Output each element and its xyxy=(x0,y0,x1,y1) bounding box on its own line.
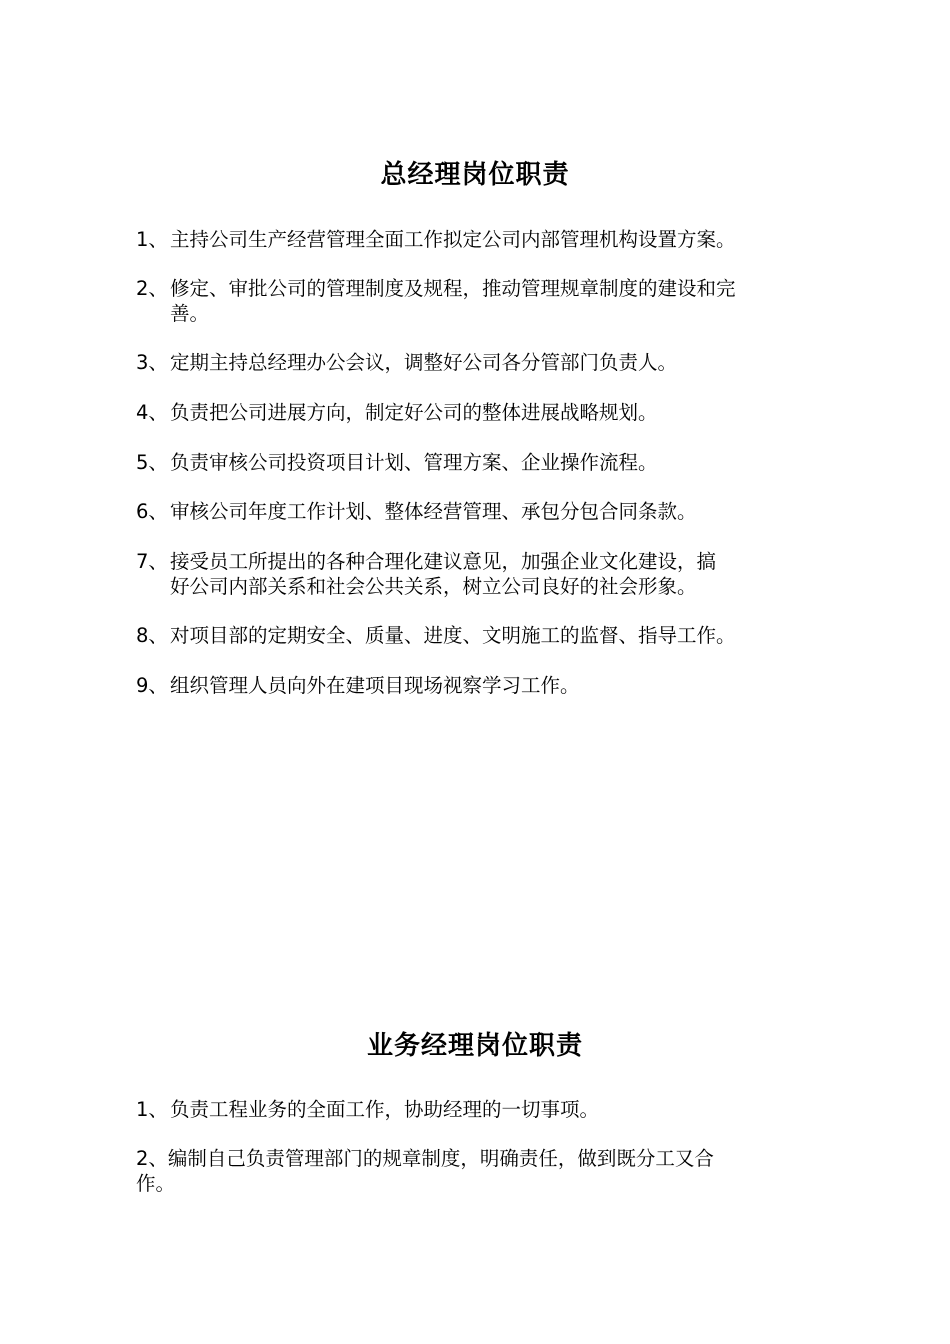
item-number: 1、 xyxy=(136,1098,168,1121)
item-text: 对项目部的定期安全、质量、进度、文明施工的监督、指导工作。 xyxy=(170,624,736,647)
item-number: 6、 xyxy=(136,500,168,523)
item-text: 主持公司生产经营管理全面工作拟定公司内部管理机构设置方案。 xyxy=(170,228,736,251)
section-title-general-manager: 总经理岗位职责 xyxy=(380,160,570,190)
item-text: 接受员工所提出的各种合理化建议意见，加强企业文化建设，搞 好公司内部关系和社会公共关系，树立公司良好的社会形象。 xyxy=(170,550,717,598)
item-number: 3、 xyxy=(136,351,168,374)
item-number: 2、 xyxy=(136,277,168,300)
item-number: 8、 xyxy=(136,624,168,647)
list-item: 2、编制自己负责管理部门的规章制度，明确责任，做到既分工又合 作。 xyxy=(136,1147,714,1195)
item-text: 负责工程业务的全面工作，协助经理的一切事项。 xyxy=(170,1098,600,1121)
list-item xyxy=(136,623,816,648)
item-text: 修定、审批公司的管理制度及规程，推动管理规章制度的建设和完 善。 xyxy=(170,277,736,325)
list-item xyxy=(136,350,816,375)
section-title-business-manager: 业务经理岗位职责 xyxy=(366,1031,583,1061)
list-item xyxy=(136,276,816,326)
list-item xyxy=(136,673,816,698)
item-text: 组织管理人员向外在建项目现场视察学习工作。 xyxy=(170,674,580,697)
list-item xyxy=(136,549,816,599)
list-item xyxy=(136,227,816,252)
item-number: 5、 xyxy=(136,451,168,474)
list-item xyxy=(136,1097,816,1122)
item-text: 审核公司年度工作计划、整体经营管理、承包分包合同条款。 xyxy=(170,500,697,523)
item-text: 定期主持总经理办公会议，调整好公司各分管部门负责人。 xyxy=(170,351,678,374)
list-item xyxy=(136,450,816,475)
item-number: 9、 xyxy=(136,674,168,697)
item-number: 4、 xyxy=(136,401,168,424)
list-item xyxy=(136,400,816,425)
item-text: 负责把公司进展方向，制定好公司的整体进展战略规划。 xyxy=(170,401,658,424)
item-number: 7、 xyxy=(136,550,168,573)
item-number: 1、 xyxy=(136,228,168,251)
list-item xyxy=(136,499,816,524)
item-text: 负责审核公司投资项目计划、管理方案、企业操作流程。 xyxy=(170,451,658,474)
